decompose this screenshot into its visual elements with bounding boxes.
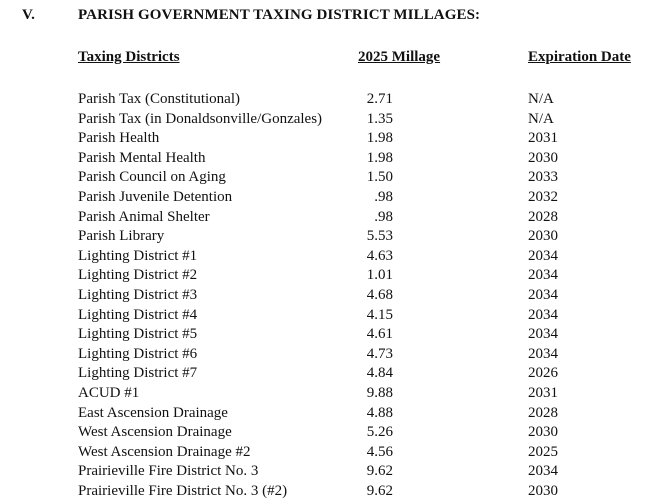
cell-taxing-district: Lighting District #4 — [78, 306, 198, 323]
cell-millage: .98 — [374, 208, 393, 225]
cell-millage: .98 — [374, 188, 393, 205]
cell-taxing-district: Lighting District #2 — [78, 267, 198, 284]
cell-millage: 4.88 — [366, 404, 393, 421]
table-row — [0, 364, 666, 384]
cell-millage: 2.71 — [366, 91, 393, 107]
cell-taxing-district: Parish Juvenile Detention — [78, 188, 233, 205]
cell-taxing-district: Parish Mental Health — [78, 149, 206, 166]
cell-taxing-district: ACUD #1 — [78, 384, 140, 401]
cell-expiration-date: 2034 — [528, 267, 558, 284]
cell-taxing-district: Parish Tax (in Donaldsonville/Gonzales) — [78, 110, 323, 127]
cell-taxing-district: Parish Council on Aging — [78, 169, 226, 186]
cell-expiration-date: 2031 — [528, 384, 558, 401]
table-row — [0, 325, 666, 345]
table-row — [0, 482, 666, 501]
column-header-millage: 2025 Millage — [358, 49, 441, 65]
cell-expiration-date: 2034 — [528, 247, 558, 264]
cell-expiration-date: 2026 — [528, 365, 558, 382]
cell-taxing-district: Parish Library — [78, 228, 165, 245]
column-header-expiration-date: Expiration Date — [528, 49, 631, 65]
cell-taxing-district: Lighting District #7 — [78, 365, 198, 382]
table-row — [0, 443, 666, 463]
cell-expiration-date: 2031 — [528, 130, 558, 147]
cell-millage: 4.73 — [366, 345, 393, 362]
cell-millage: 1.98 — [366, 149, 393, 166]
cell-millage: 9.62 — [366, 482, 393, 499]
cell-expiration-date: 2034 — [528, 286, 558, 303]
table-row — [0, 188, 666, 208]
cell-taxing-district: West Ascension Drainage — [78, 424, 232, 441]
table-row — [0, 227, 666, 247]
section-title: PARISH GOVERNMENT TAXING DISTRICT MILLAGES: — [78, 7, 481, 23]
cell-expiration-date: 2033 — [528, 169, 558, 186]
table-row — [0, 345, 666, 365]
table-row — [0, 286, 666, 306]
cell-millage: 4.15 — [366, 306, 393, 323]
cell-millage: 1.98 — [366, 130, 393, 147]
table-row — [0, 247, 666, 267]
cell-expiration-date: 2025 — [528, 443, 558, 460]
cell-millage: 9.88 — [366, 384, 393, 401]
column-header-taxing-districts: Taxing Districts — [78, 49, 180, 65]
cell-millage: 1.01 — [366, 267, 393, 284]
section-number: V. — [22, 7, 36, 23]
cell-millage: 4.61 — [366, 326, 393, 343]
cell-millage: 5.26 — [366, 424, 393, 441]
table-row — [0, 90, 666, 110]
cell-expiration-date: N/A — [528, 91, 554, 107]
cell-taxing-district: Lighting District #1 — [78, 247, 198, 264]
cell-taxing-district: Prairieville Fire District No. 3 (#2) — [78, 482, 288, 499]
cell-millage: 4.84 — [366, 365, 393, 382]
cell-expiration-date: 2030 — [528, 482, 558, 499]
cell-millage: 4.63 — [366, 247, 393, 264]
cell-millage: 4.68 — [366, 286, 393, 303]
cell-expiration-date: 2032 — [528, 188, 558, 205]
table-row — [0, 306, 666, 326]
cell-millage: 1.35 — [366, 110, 393, 127]
cell-taxing-district: Lighting District #5 — [78, 326, 198, 343]
cell-millage: 1.50 — [366, 169, 393, 186]
table-row — [0, 462, 666, 482]
cell-expiration-date: 2028 — [528, 404, 558, 421]
cell-taxing-district: Parish Health — [78, 130, 160, 147]
cell-taxing-district: Parish Animal Shelter — [78, 208, 210, 225]
table-row — [0, 110, 666, 130]
table-row — [0, 129, 666, 149]
cell-expiration-date: 2034 — [528, 345, 558, 362]
cell-millage: 9.62 — [366, 463, 393, 480]
cell-expiration-date: 2030 — [528, 149, 558, 166]
cell-millage: 5.53 — [366, 228, 393, 245]
table-row — [0, 168, 666, 188]
cell-taxing-district: Prairieville Fire District No. 3 — [78, 463, 259, 480]
table-row — [0, 208, 666, 228]
cell-expiration-date: N/A — [528, 110, 554, 127]
cell-expiration-date: 2034 — [528, 306, 558, 323]
cell-taxing-district: Lighting District #6 — [78, 345, 198, 362]
cell-expiration-date: 2030 — [528, 228, 558, 245]
cell-expiration-date: 2028 — [528, 208, 558, 225]
cell-taxing-district: Parish Tax (Constitutional) — [78, 91, 240, 107]
table-row — [0, 423, 666, 443]
cell-expiration-date: 2030 — [528, 424, 558, 441]
cell-taxing-district: East Ascension Drainage — [78, 404, 228, 421]
table-row — [0, 266, 666, 286]
cell-expiration-date: 2034 — [528, 463, 558, 480]
table-row — [0, 384, 666, 404]
cell-expiration-date: 2034 — [528, 326, 558, 343]
table-row — [0, 149, 666, 169]
cell-millage: 4.56 — [366, 443, 393, 460]
cell-taxing-district: Lighting District #3 — [78, 286, 198, 303]
cell-taxing-district: West Ascension Drainage #2 — [78, 443, 251, 460]
millage-table — [0, 90, 666, 501]
table-row — [0, 404, 666, 424]
